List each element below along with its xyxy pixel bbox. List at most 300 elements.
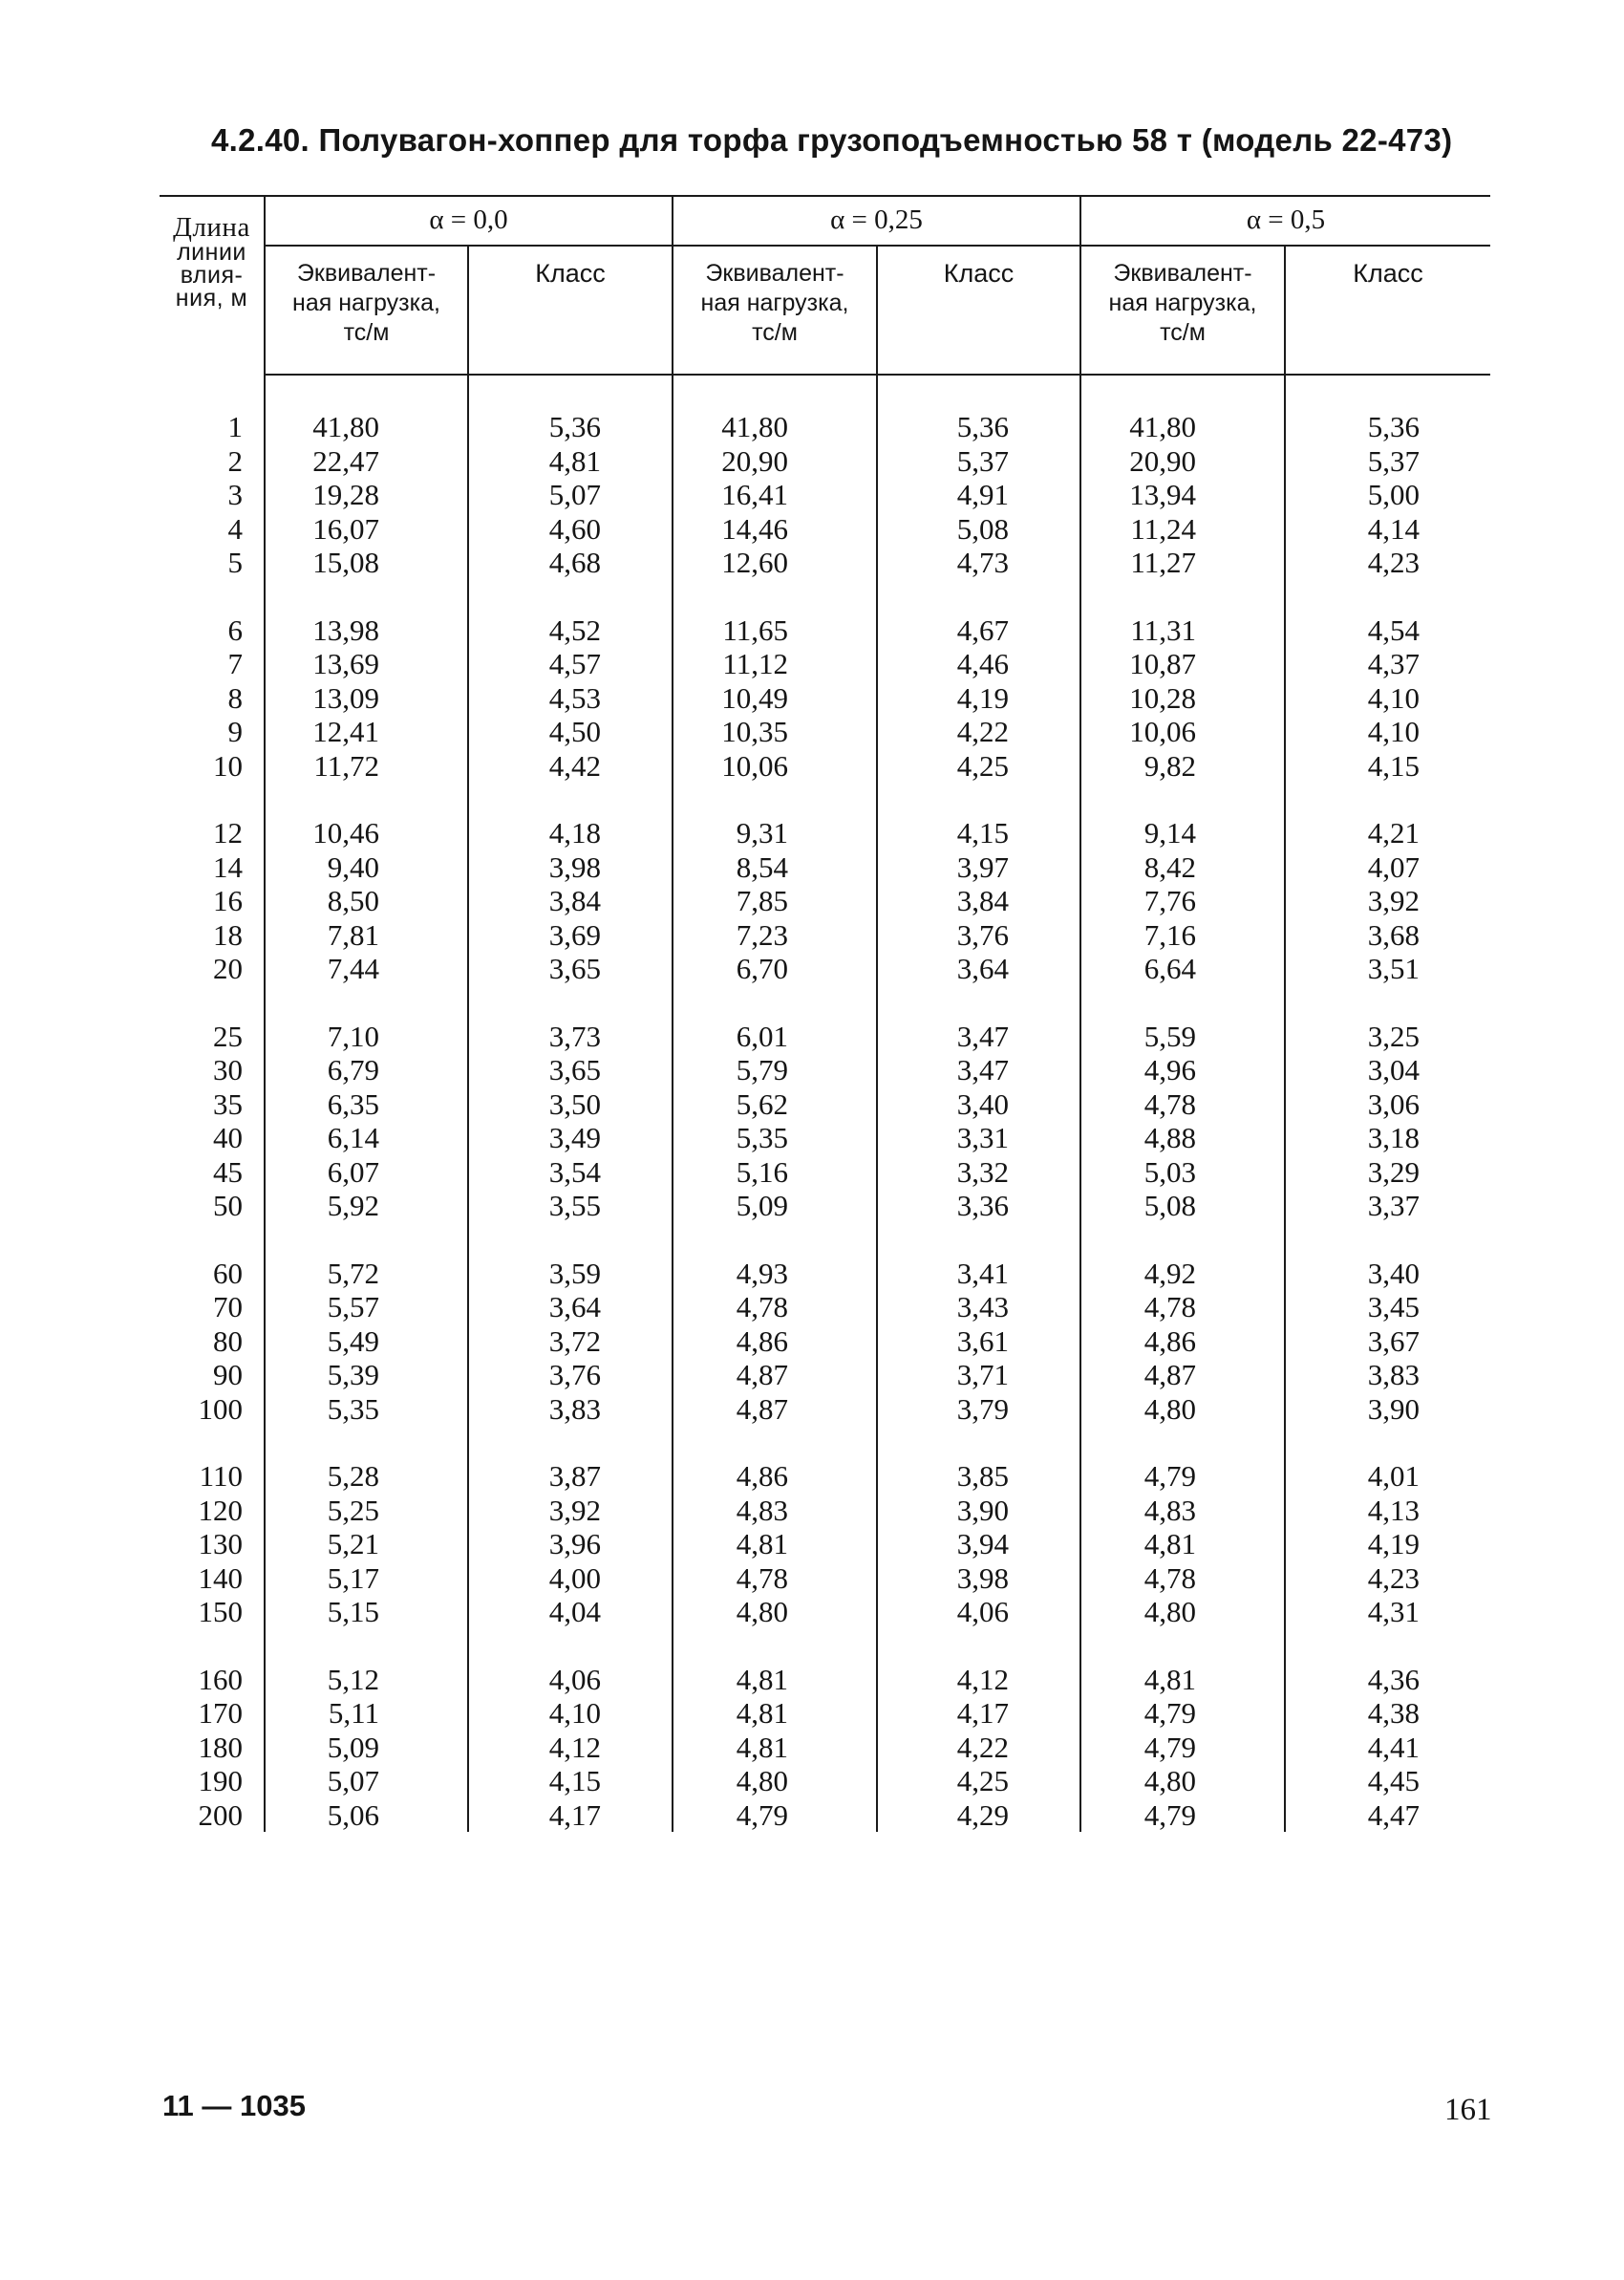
load-cell: 4,83: [1080, 1494, 1285, 1528]
table-row: [160, 1595, 1490, 1629]
load-cell: 15,08: [265, 546, 468, 580]
load-cell: 4,78: [673, 1290, 877, 1324]
table-row: [160, 444, 1490, 479]
influence-length-cell: 100: [198, 1391, 243, 1426]
load-cell: 4,86: [673, 1426, 877, 1494]
table-row: [160, 1324, 1490, 1359]
table-row: [160, 1764, 1490, 1798]
class-cell: 3,40: [877, 1087, 1080, 1122]
load-cell: 10,87: [1080, 647, 1285, 681]
class-cell: 4,73: [877, 546, 1080, 580]
class-cell: 4,17: [877, 1696, 1080, 1731]
class-cell: 4,91: [877, 478, 1080, 512]
load-cell: 5,07: [265, 1764, 468, 1798]
load-cell: 7,44: [265, 952, 468, 986]
class-cell: 4,22: [877, 715, 1080, 749]
table-row: [160, 375, 1490, 444]
influence-length-cell: 10: [213, 748, 243, 783]
equivalent-load-header-line: Эквивалент-: [296, 260, 437, 287]
table-row: [160, 647, 1490, 681]
influence-length-cell: 25: [213, 1019, 243, 1053]
table-row: [160, 580, 1490, 648]
class-cell: 4,29: [877, 1798, 1080, 1833]
load-cell: 4,80: [1080, 1595, 1285, 1629]
table-row: [160, 1155, 1490, 1190]
class-cell: 3,96: [468, 1527, 673, 1561]
table-row: [160, 986, 1490, 1054]
equivalent-load-header-line: тс/м: [752, 319, 798, 346]
class-cell: 4,67: [877, 580, 1080, 648]
load-cell: 9,82: [1080, 749, 1285, 784]
alpha-group-header: α = 0,25: [673, 196, 1080, 246]
equivalent-load-header-line: ная нагрузка,: [700, 290, 849, 316]
load-cell: 4,79: [1080, 1426, 1285, 1494]
class-cell: 3,40: [1285, 1223, 1490, 1291]
class-cell: 3,92: [468, 1494, 673, 1528]
load-cell: 4,81: [673, 1629, 877, 1697]
load-cell: 12,60: [673, 546, 877, 580]
influence-length-cell: 180: [198, 1730, 243, 1764]
class-cell: 3,73: [468, 986, 673, 1054]
influence-length-cell: 190: [198, 1764, 243, 1797]
influence-length-cell: 90: [213, 1358, 243, 1391]
class-cell: 3,54: [468, 1155, 673, 1190]
class-cell: 3,31: [877, 1121, 1080, 1155]
class-cell: 3,69: [468, 918, 673, 953]
class-cell: 4,68: [468, 546, 673, 580]
influence-length-cell: 12: [213, 816, 243, 850]
load-cell: 7,85: [673, 884, 877, 918]
class-cell: 3,84: [877, 884, 1080, 918]
table-row: [160, 478, 1490, 512]
class-cell: 3,83: [468, 1392, 673, 1427]
load-cell: 10,06: [673, 749, 877, 784]
class-cell: 4,60: [468, 512, 673, 547]
class-cell: 4,06: [468, 1629, 673, 1697]
load-cell: 4,87: [673, 1358, 877, 1392]
influence-length-cell: 200: [198, 1797, 243, 1832]
class-cell: 5,36: [468, 375, 673, 444]
influence-length-cell: 30: [213, 1053, 243, 1086]
class-cell: 4,23: [1285, 1561, 1490, 1596]
load-cell: 4,81: [1080, 1629, 1285, 1697]
load-cell: 4,92: [1080, 1223, 1285, 1291]
class-cell: 4,06: [877, 1595, 1080, 1629]
load-cell: 5,25: [265, 1494, 468, 1528]
influence-length-cell: 130: [198, 1527, 243, 1560]
page-number: 161: [1444, 2093, 1492, 2127]
class-cell: 4,10: [1285, 715, 1490, 749]
load-cell: 9,40: [265, 850, 468, 885]
length-header-line1: Длина: [173, 212, 250, 243]
influence-length-cell: 16: [213, 884, 243, 917]
table-row: [160, 1121, 1490, 1155]
load-cell: 41,80: [265, 375, 468, 444]
class-cell: 4,50: [468, 715, 673, 749]
class-cell: 3,43: [877, 1290, 1080, 1324]
load-cell: 7,10: [265, 986, 468, 1054]
class-cell: 4,19: [1285, 1527, 1490, 1561]
load-cell: 9,31: [673, 783, 877, 850]
table-row: [160, 749, 1490, 784]
class-cell: 4,42: [468, 749, 673, 784]
class-cell: 3,51: [1285, 952, 1490, 986]
influence-length-cell: 70: [213, 1290, 243, 1323]
class-cell: 3,90: [1285, 1392, 1490, 1427]
length-header-line4: ния, м: [175, 285, 248, 312]
influence-length-cell: 14: [213, 850, 243, 884]
influence-length-cell: 6: [227, 613, 243, 647]
class-cell: 3,84: [468, 884, 673, 918]
load-cell: 5,16: [673, 1155, 877, 1190]
class-cell: 3,65: [468, 952, 673, 986]
load-cell: 10,35: [673, 715, 877, 749]
class-cell: 4,41: [1285, 1731, 1490, 1765]
load-cell: 19,28: [265, 478, 468, 512]
load-cell: 4,78: [1080, 1087, 1285, 1122]
influence-length-cell: 3: [227, 478, 243, 511]
load-cell: 5,15: [265, 1595, 468, 1629]
class-cell: 4,12: [468, 1731, 673, 1765]
class-cell: 3,71: [877, 1358, 1080, 1392]
influence-length-cell: 150: [198, 1595, 243, 1628]
class-cell: 5,37: [877, 444, 1080, 479]
table-row: [160, 681, 1490, 716]
class-cell: 3,64: [877, 952, 1080, 986]
equivalent-load-header: [673, 246, 877, 375]
load-cell: 4,86: [1080, 1324, 1285, 1359]
load-cell: 4,78: [673, 1561, 877, 1596]
table-row: [160, 1731, 1490, 1765]
influence-length-cell: 2: [227, 443, 243, 478]
load-cell: 6,79: [265, 1053, 468, 1087]
load-cell: 6,35: [265, 1087, 468, 1122]
class-cell: 3,36: [877, 1189, 1080, 1223]
class-cell: 4,12: [877, 1629, 1080, 1697]
table-row: [160, 1494, 1490, 1528]
load-cell: 4,86: [673, 1324, 877, 1359]
class-cell: 4,07: [1285, 850, 1490, 885]
class-cell: 3,64: [468, 1290, 673, 1324]
equivalent-load-header-line: Эквивалент-: [705, 260, 844, 287]
class-header: Класс: [877, 246, 1080, 375]
class-cell: 5,07: [468, 478, 673, 512]
table-row: [160, 952, 1490, 986]
class-cell: 3,47: [877, 986, 1080, 1054]
influence-length-cell: 140: [198, 1560, 243, 1595]
class-cell: 3,92: [1285, 884, 1490, 918]
influence-length-cell: 4: [227, 511, 243, 546]
class-cell: 3,45: [1285, 1290, 1490, 1324]
class-cell: 3,94: [877, 1527, 1080, 1561]
load-cell: 5,09: [673, 1189, 877, 1223]
footer-code: 11 — 1035: [162, 2089, 306, 2122]
class-cell: 5,37: [1285, 444, 1490, 479]
class-cell: 4,23: [1285, 546, 1490, 580]
load-cell: 5,62: [673, 1087, 877, 1122]
load-cell: 5,35: [265, 1392, 468, 1427]
class-cell: 3,65: [468, 1053, 673, 1087]
load-cell: 5,72: [265, 1223, 468, 1291]
influence-length-cell: 110: [199, 1459, 243, 1493]
load-cell: 4,79: [1080, 1731, 1285, 1765]
class-cell: 3,49: [468, 1121, 673, 1155]
load-cell: 4,88: [1080, 1121, 1285, 1155]
class-cell: 4,19: [877, 681, 1080, 716]
class-cell: 4,37: [1285, 647, 1490, 681]
influence-length-cell: 120: [198, 1493, 243, 1527]
load-cell: 5,12: [265, 1629, 468, 1697]
class-cell: 5,00: [1285, 478, 1490, 512]
influence-length-cell: 18: [213, 917, 243, 952]
class-cell: 4,47: [1285, 1798, 1490, 1833]
table-row: [160, 1223, 1490, 1291]
load-cell: 11,12: [673, 647, 877, 681]
load-cell: 4,78: [1080, 1561, 1285, 1596]
load-cell: 6,64: [1080, 952, 1285, 986]
class-cell: 3,04: [1285, 1053, 1490, 1087]
class-cell: 5,08: [877, 512, 1080, 547]
influence-length-cell: 7: [227, 647, 243, 680]
load-cell: 4,83: [673, 1494, 877, 1528]
class-cell: 3,32: [877, 1155, 1080, 1190]
class-cell: 3,98: [877, 1561, 1080, 1596]
load-cell: 5,09: [265, 1731, 468, 1765]
load-cell: 5,79: [673, 1053, 877, 1087]
class-cell: 3,68: [1285, 918, 1490, 953]
load-cell: 7,16: [1080, 918, 1285, 953]
load-cell: 4,81: [1080, 1527, 1285, 1561]
influence-length-cell: 80: [213, 1323, 243, 1358]
table-row: [160, 918, 1490, 953]
load-cell: 5,11: [265, 1696, 468, 1731]
class-cell: 3,25: [1285, 986, 1490, 1054]
load-cell: 5,17: [265, 1561, 468, 1596]
class-cell: 3,47: [877, 1053, 1080, 1087]
load-cell: 4,87: [673, 1392, 877, 1427]
table-row: [160, 1392, 1490, 1427]
load-cell: 6,01: [673, 986, 877, 1054]
class-cell: 3,50: [468, 1087, 673, 1122]
table-row: [160, 546, 1490, 580]
class-cell: 3,41: [877, 1223, 1080, 1291]
table-row: [160, 715, 1490, 749]
load-cell: 4,80: [673, 1764, 877, 1798]
class-cell: 5,36: [1285, 375, 1490, 444]
load-cell: 4,79: [673, 1798, 877, 1833]
class-cell: 4,10: [1285, 681, 1490, 716]
load-cell: 4,79: [1080, 1798, 1285, 1833]
class-cell: 4,38: [1285, 1696, 1490, 1731]
influence-length-cell: 8: [227, 680, 243, 715]
class-header: Класс: [468, 246, 673, 375]
load-cell: 5,08: [1080, 1189, 1285, 1223]
load-cell: 5,57: [265, 1290, 468, 1324]
load-cell: 41,80: [673, 375, 877, 444]
class-cell: 3,85: [877, 1426, 1080, 1494]
influence-length-cell: 5: [227, 546, 243, 579]
load-cell: 5,03: [1080, 1155, 1285, 1190]
load-cell: 8,54: [673, 850, 877, 885]
load-cell: 5,49: [265, 1324, 468, 1359]
equivalent-load-header: [265, 246, 468, 375]
load-cell: 7,76: [1080, 884, 1285, 918]
equivalent-load-header: [1080, 246, 1285, 375]
class-cell: 4,15: [468, 1764, 673, 1798]
load-cell: 10,46: [265, 783, 468, 850]
equivalent-load-header-line: ная нагрузка,: [292, 290, 440, 316]
table-row: [160, 1527, 1490, 1561]
load-cell: 6,14: [265, 1121, 468, 1155]
class-cell: 4,81: [468, 444, 673, 479]
table-row: [160, 1290, 1490, 1324]
load-cell: 8,50: [265, 884, 468, 918]
load-cell: 41,80: [1080, 375, 1285, 444]
class-cell: 3,79: [877, 1392, 1080, 1427]
load-cell: 4,81: [673, 1527, 877, 1561]
class-cell: 4,52: [468, 580, 673, 648]
load-cell: 20,90: [1080, 444, 1285, 479]
load-cell: 6,07: [265, 1155, 468, 1190]
class-cell: 3,76: [468, 1358, 673, 1392]
class-cell: 5,36: [877, 375, 1080, 444]
class-cell: 4,01: [1285, 1426, 1490, 1494]
load-cell: 4,79: [1080, 1696, 1285, 1731]
table-row: [160, 783, 1490, 850]
influence-length-cell: 20: [213, 952, 243, 985]
load-cell: 4,93: [673, 1223, 877, 1291]
alpha-group-header: α = 0,0: [265, 196, 673, 246]
class-cell: 4,54: [1285, 580, 1490, 648]
influence-length-cell: 60: [213, 1256, 243, 1290]
load-cell: 16,41: [673, 478, 877, 512]
influence-length-cell: 40: [213, 1121, 243, 1154]
table-row: [160, 1053, 1490, 1087]
class-cell: 3,59: [468, 1223, 673, 1291]
load-cell: 11,31: [1080, 580, 1285, 648]
class-cell: 3,72: [468, 1324, 673, 1359]
load-cell: 10,28: [1080, 681, 1285, 716]
load-cell: 13,94: [1080, 478, 1285, 512]
influence-length-cell: 1: [227, 409, 243, 443]
load-cell: 11,72: [265, 749, 468, 784]
influence-length-cell: 35: [213, 1086, 243, 1121]
table-row: [160, 1087, 1490, 1122]
load-cell: 13,98: [265, 580, 468, 648]
class-cell: 4,22: [877, 1731, 1080, 1765]
load-cell: 20,90: [673, 444, 877, 479]
load-cell: 13,09: [265, 681, 468, 716]
load-cell: 5,92: [265, 1189, 468, 1223]
alpha-group-header: α = 0,5: [1080, 196, 1490, 246]
class-cell: 3,97: [877, 850, 1080, 885]
equivalent-load-header-line: ная нагрузка,: [1108, 290, 1257, 316]
table-row: [160, 1189, 1490, 1223]
class-cell: 4,46: [877, 647, 1080, 681]
length-header-line2: линии: [177, 239, 246, 266]
table-row: [160, 884, 1490, 918]
table-row: [160, 512, 1490, 547]
load-cell: 4,87: [1080, 1358, 1285, 1392]
influence-length-cell: 9: [227, 715, 243, 748]
load-cell: 14,46: [673, 512, 877, 547]
table-row: [160, 1561, 1490, 1596]
equivalent-load-header-line: тс/м: [343, 319, 390, 346]
load-cell: 11,24: [1080, 512, 1285, 547]
class-cell: 4,45: [1285, 1764, 1490, 1798]
class-cell: 4,36: [1285, 1629, 1490, 1697]
class-cell: 4,00: [468, 1561, 673, 1596]
table-row: [160, 850, 1490, 885]
class-cell: 4,17: [468, 1798, 673, 1833]
class-cell: 4,13: [1285, 1494, 1490, 1528]
load-cell: 7,23: [673, 918, 877, 953]
table-row: [160, 1696, 1490, 1731]
load-table: [160, 195, 1490, 1832]
class-cell: 3,67: [1285, 1324, 1490, 1359]
load-cell: 5,35: [673, 1121, 877, 1155]
class-cell: 3,37: [1285, 1189, 1490, 1223]
class-cell: 4,53: [468, 681, 673, 716]
class-cell: 4,21: [1285, 783, 1490, 850]
load-cell: 5,39: [265, 1358, 468, 1392]
load-cell: 4,78: [1080, 1290, 1285, 1324]
load-cell: 6,70: [673, 952, 877, 986]
class-cell: 3,98: [468, 850, 673, 885]
length-header-line3: влия-: [180, 262, 244, 289]
table-row: [160, 1798, 1490, 1833]
load-cell: 4,81: [673, 1731, 877, 1765]
class-cell: 4,31: [1285, 1595, 1490, 1629]
load-cell: 5,06: [265, 1798, 468, 1833]
class-cell: 4,25: [877, 1764, 1080, 1798]
table-row: [160, 1629, 1490, 1697]
influence-length-cell: 50: [213, 1189, 243, 1222]
class-cell: 4,10: [468, 1696, 673, 1731]
class-cell: 4,14: [1285, 512, 1490, 547]
load-cell: 16,07: [265, 512, 468, 547]
class-cell: 4,15: [877, 783, 1080, 850]
load-cell: 10,49: [673, 681, 877, 716]
load-cell: 5,21: [265, 1527, 468, 1561]
class-cell: 3,06: [1285, 1087, 1490, 1122]
class-cell: 3,29: [1285, 1155, 1490, 1190]
influence-length-cell: 170: [198, 1696, 243, 1730]
length-header: [160, 196, 265, 375]
influence-length-cell: 45: [213, 1154, 243, 1189]
page-title: 4.2.40. Полувагон-хоппер для торфа грузоподъемностью 58 т (модель 22-473): [211, 122, 1453, 158]
class-cell: 3,76: [877, 918, 1080, 953]
class-cell: 3,87: [468, 1426, 673, 1494]
load-cell: 4,80: [1080, 1764, 1285, 1798]
class-cell: 4,57: [468, 647, 673, 681]
load-cell: 11,27: [1080, 546, 1285, 580]
class-cell: 4,25: [877, 749, 1080, 784]
load-cell: 11,65: [673, 580, 877, 648]
table-row: [160, 1358, 1490, 1392]
influence-length-cell: 160: [198, 1662, 243, 1696]
class-cell: 3,83: [1285, 1358, 1490, 1392]
class-cell: 4,04: [468, 1595, 673, 1629]
load-cell: 22,47: [265, 444, 468, 479]
equivalent-load-header-line: тс/м: [1160, 319, 1206, 346]
load-cell: 7,81: [265, 918, 468, 953]
load-cell: 13,69: [265, 647, 468, 681]
equivalent-load-header-line: Эквивалент-: [1113, 260, 1252, 287]
load-cell: 12,41: [265, 715, 468, 749]
class-header: Класс: [1285, 246, 1490, 375]
load-cell: 5,28: [265, 1426, 468, 1494]
